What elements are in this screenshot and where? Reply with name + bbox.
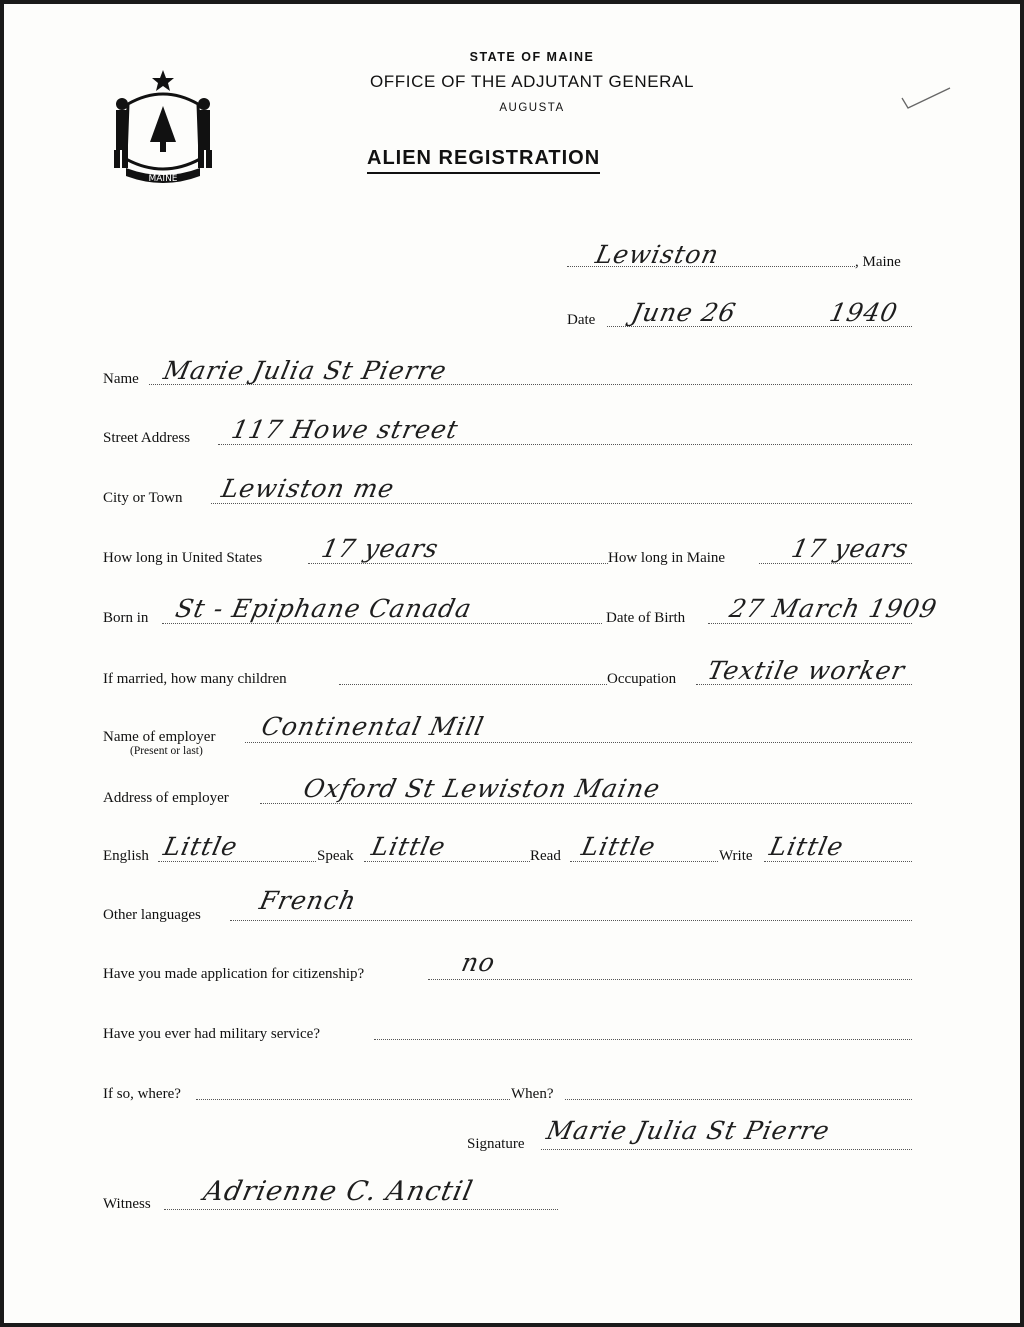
how-long-maine-line xyxy=(759,563,912,564)
other-languages-label: Other languages xyxy=(103,907,201,923)
registration-form-page xyxy=(4,4,1020,1323)
employer-line xyxy=(245,742,912,743)
witness-label: Witness xyxy=(103,1196,151,1212)
children-label: If married, how many children xyxy=(103,671,287,687)
date-year-value[interactable]: 1940 xyxy=(826,298,901,327)
how-long-us-label: How long in United States xyxy=(103,550,263,566)
form-title: ALIEN REGISTRATION xyxy=(367,147,600,174)
born-in-label: Born in xyxy=(103,610,149,626)
name-value[interactable]: Marie Julia St Pierre xyxy=(160,356,450,385)
signature-line xyxy=(541,1149,912,1150)
witness-value[interactable]: Adrienne C. Anctil xyxy=(200,1176,476,1207)
read-label: Read xyxy=(530,848,561,864)
employer-sublabel: (Present or last) xyxy=(130,745,203,757)
occupation-value[interactable]: Textile worker xyxy=(704,656,908,685)
write-value[interactable]: Little xyxy=(766,832,847,861)
street-address-line xyxy=(218,444,912,445)
born-in-value[interactable]: St - Epiphane Canada xyxy=(172,594,475,623)
how-long-us-line xyxy=(308,563,608,564)
employer-address-label: Address of employer xyxy=(103,790,229,806)
date-label: Date xyxy=(567,312,596,328)
how-long-us-value[interactable]: 17 years xyxy=(318,534,442,563)
speak-value[interactable]: Little xyxy=(368,832,449,861)
date-of-birth-line xyxy=(708,623,912,624)
speak-line xyxy=(364,861,530,862)
svg-text:MAINE: MAINE xyxy=(148,174,178,184)
how-long-maine-label: How long in Maine xyxy=(608,550,726,566)
city-label: City or Town xyxy=(103,490,183,506)
header-state: STATE OF MAINE xyxy=(469,50,595,64)
employer-label: Name of employer xyxy=(103,729,216,745)
street-address-label: Street Address xyxy=(103,430,191,446)
city-line xyxy=(211,503,912,504)
name-label: Name xyxy=(103,371,139,387)
write-line xyxy=(764,861,912,862)
when-line xyxy=(565,1099,912,1100)
english-line xyxy=(158,861,316,862)
date-month-day-value[interactable]: June 26 xyxy=(628,298,739,327)
citizenship-value[interactable]: no xyxy=(458,948,499,977)
children-line xyxy=(339,684,607,685)
citizenship-line xyxy=(428,979,912,980)
place-suffix: , Maine xyxy=(855,254,901,270)
english-label: English xyxy=(103,848,149,864)
date-of-birth-value[interactable]: 27 March 1909 xyxy=(726,594,940,623)
other-languages-value[interactable]: French xyxy=(256,886,360,915)
signature-label: Signature xyxy=(467,1136,525,1152)
witness-line xyxy=(164,1209,558,1210)
signature-value[interactable]: Marie Julia St Pierre xyxy=(543,1116,833,1145)
where-line xyxy=(196,1099,510,1100)
speak-label: Speak xyxy=(317,848,354,864)
when-label: When? xyxy=(511,1086,554,1102)
how-long-maine-value[interactable]: 17 years xyxy=(788,534,912,563)
english-value[interactable]: Little xyxy=(160,832,241,861)
place-value[interactable]: Lewiston xyxy=(592,240,722,269)
write-label: Write xyxy=(719,848,753,864)
other-languages-line xyxy=(230,920,912,921)
occupation-label: Occupation xyxy=(607,671,677,687)
where-label: If so, where? xyxy=(103,1086,181,1102)
header-city: AUGUSTA xyxy=(499,102,565,114)
street-address-value[interactable]: 117 Howe street xyxy=(228,415,462,444)
read-value[interactable]: Little xyxy=(578,832,659,861)
citizenship-label: Have you made application for citizenship? xyxy=(103,966,365,982)
employer-address-line xyxy=(260,803,912,804)
date-of-birth-label: Date of Birth xyxy=(606,610,686,626)
city-value[interactable]: Lewiston me xyxy=(218,474,398,503)
employer-address-value[interactable]: Oxford St Lewiston Maine xyxy=(300,774,664,803)
employer-value[interactable]: Continental Mill xyxy=(258,712,487,741)
read-line xyxy=(570,861,718,862)
born-in-line xyxy=(162,623,602,624)
header-office: OFFICE OF THE ADJUTANT GENERAL xyxy=(369,72,695,91)
military-label: Have you ever had military service? xyxy=(103,1026,320,1042)
military-line xyxy=(374,1039,912,1040)
